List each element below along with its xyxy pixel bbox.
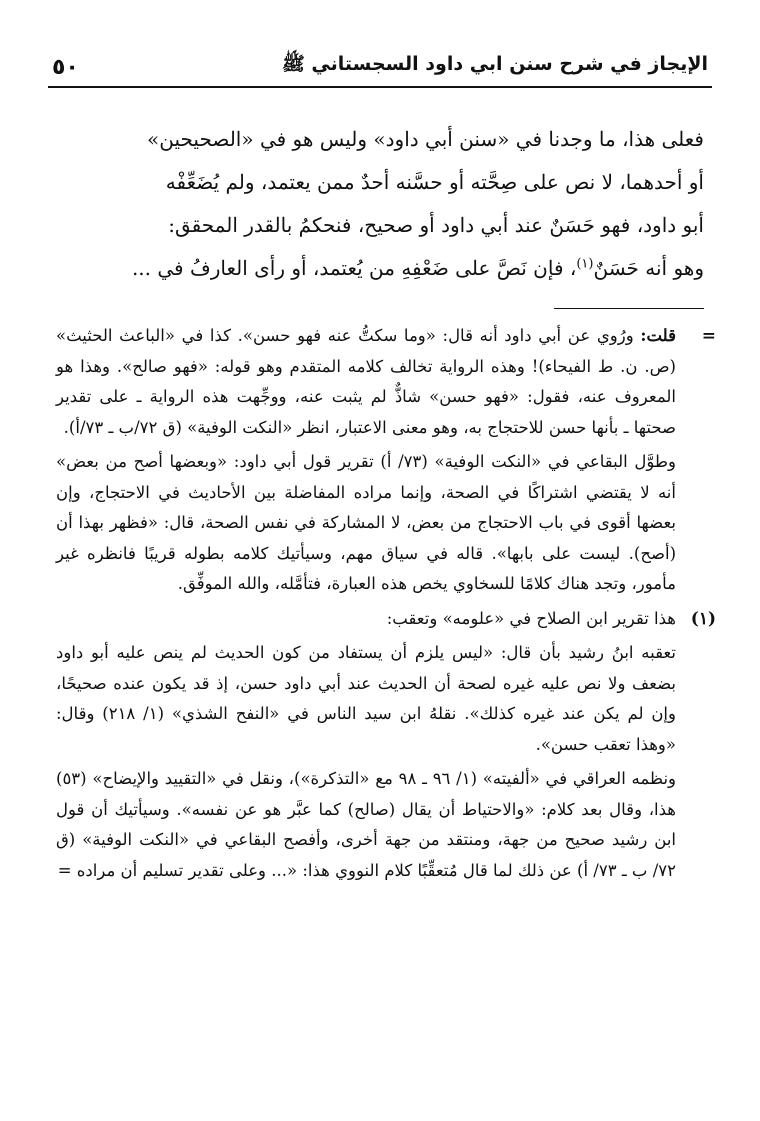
page-header [48,52,712,88]
footnote-number: (١) [690,608,716,629]
main-line-3: أبو داود، فهو حَسَنٌ عند أبي داود أو صحيح، فنحكمُ بالقدر المحقق: [168,213,704,237]
footnote-1 [56,604,716,887]
footnote-paragraph: ونظمه العراقي في «ألفيته» (١/ ٩٦ ـ ٩٨ مع «التذكرة»)، ونقل في «التقييد والإيضاح» (٥٣) هذا، وقال بعد كلام: «والاحتياط أن يقال (صالح) كما عبَّر هو عن نفسه». وسيأتيك أن قول ابن رشيد صحيح من جهة، ومنتقد من جهة أخرى، وأفصح البقاعي في «النكت الوفية» (ق ٧٢/ ب ـ ٧٣/ أ) عن ذلك لما قال مُتعقِّبًا كلام النووي هذا: «... وعلى تقدير تسليم أن مراده = [56,769,677,880]
continuation-marker: = [701,326,716,346]
footnote-paragraph [56,321,676,443]
footnote-continuation [56,321,716,600]
footnote-text: ورُوي عن أبي داود أنه قال: «وما سكتُّ عنه فهو حسن». كذا في «الباعث الحثيث» (ص. ن. ط الفيحاء)! وهذه الرواية تخالف كلامه المتقدم وهو قوله: «فهو صالح». وهذا هو المعروف عنه، فقول: «فهو حسن» شاذٌّ لم يثبت عنه، ووجِّهت هذه الرواية ـ على تقدير صحتها ـ بأنها حسن للاحتجاج به، وهو معنى الاعتبار، انظر «النكت الوفية» (ق ٧٢/ب ـ ٧٣/أ). [56,326,676,437]
main-line-2: أو أحدهما، لا نص على صِحَّته أو حسَّنه أحدٌ ممن يعتمد، ولم يُضَعِّفْه [165,170,704,194]
footnote-paragraph: تعقبه ابنُ رشيد بأن قال: «ليس يلزم أن يستفاد من كون الحديث لم ينص عليه أبو داود بضعف ولا نص عليه غيره لصحة أن الحديث عند أبي داود حسن، إذ قد يكون عنده صحيحًا، وإن لم يكن عند غيره كذلك». نقلهُ ابن سيد الناس في «النفح الشذي» (١/ ٢١٨) وقال: «وهذا تعقب حسن». [56,643,676,754]
running-title: الإيجاز في شرح سنن ابي داود السجستاني ﷺ [281,53,708,75]
page-number: ٥٠ [52,55,79,80]
main-line-4-end: ، فإن نَصَّ على ضَعْفِهِ من يُعتمد، أو رأى العارفُ في ... [131,256,577,280]
footnote-paragraph: وطوَّل البقاعي في «النكت الوفية» (٧٣/ أ) تقرير قول أبي داود: «وبعضها أصح من بعض» أنه لا يقتضي اشتراكًا في الصحة، وإنما مراده المفاضلة بين الأحاديث في الاحتجاج، وإن بعضها أقوى في باب الاحتجاج من بعض، لا المشاركة في نفس الصحة، قال: «فظهر بهذا أن (أصح). ليست على بابها». قاله في سياق مهم، وسيأتيك كلامه بطوله قريبًا فانظره غير مأمور، وتجد هناك كلامًا للسخاوي يخص هذه العبارة، فتأمَّله، والله الموفِّق. [56,452,676,593]
footnotes [56,321,716,886]
qult-label: قلت: [640,326,677,345]
main-text [56,118,704,290]
footnote-divider [554,308,704,309]
main-line-1: فعلى هذا، ما وجدنا في «سنن أبي داود» وليس هو في «الصحيحين» [147,127,704,151]
main-line-4-start: وهو أنه حَسَنٌ [593,256,704,280]
footnote-paragraph: هذا تقرير ابن الصلاح في «علومه» وتعقب: [386,608,676,628]
footnote-reference: (١) [576,256,594,272]
main-line-4 [56,247,704,290]
